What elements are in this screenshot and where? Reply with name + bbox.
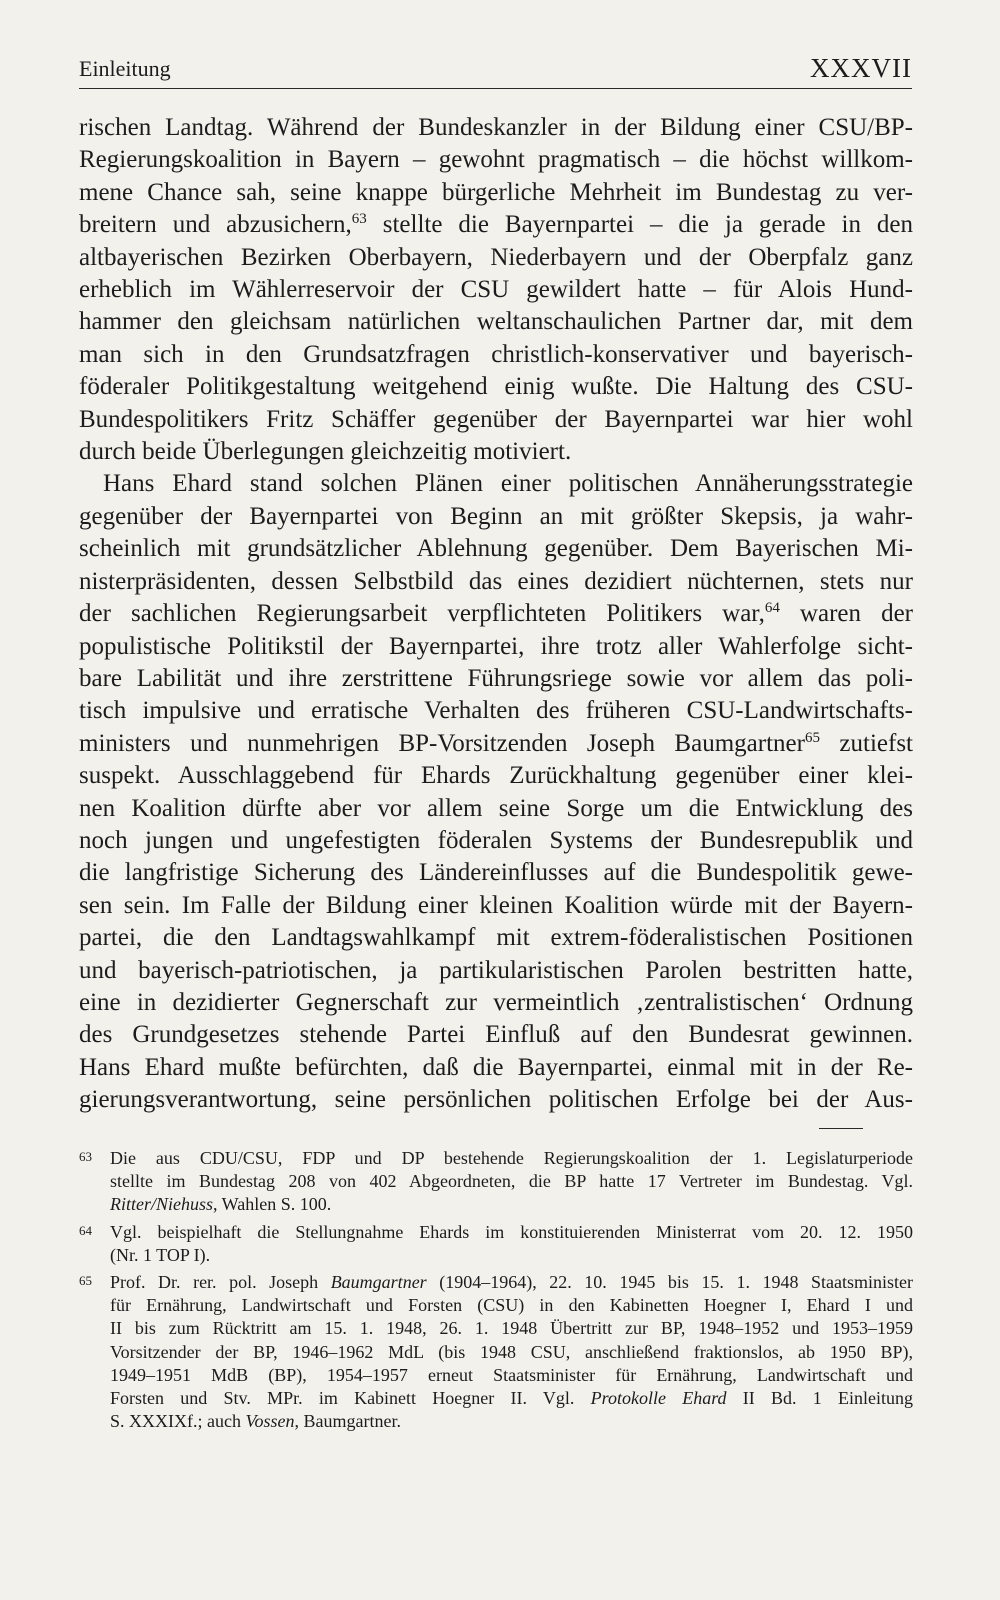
running-head xyxy=(79,44,912,89)
text-segment: , Wahlen S. 100. xyxy=(213,1194,332,1215)
source-title: Protokolle Ehard xyxy=(590,1388,727,1409)
text-line: noch jungen und ungefestigten föderalen Systems der Bundesrepublik und xyxy=(79,826,913,854)
text-line: durch beide Überlegungen gleichzeitig motiviert. xyxy=(79,438,572,466)
text-line: suspekt. Ausschlaggebend für Ehards Zurückhaltung gegenüber einer klei- xyxy=(79,762,913,790)
text-segment: ministers und nunmehrigen BP-Vorsitzenden Joseph Baumgartner xyxy=(79,729,805,757)
person-name: Baumgartner xyxy=(330,1272,427,1293)
text-segment: Forsten und Stv. MPr. im Kabinett Hoegner II. Vgl. xyxy=(110,1388,591,1409)
footnote-line: Die aus CDU/CSU, FDP und DP bestehende Regierungskoalition der 1. Legislaturperiode xyxy=(110,1148,913,1168)
footnote-number: 63 xyxy=(79,1149,92,1164)
footnote-number: 65 xyxy=(79,1273,92,1289)
text-line: die langfristige Sicherung des Ländereinflusses auf die Bundespolitik gewe- xyxy=(79,859,913,887)
text-line: rischen Landtag. Während der Bundeskanzler in der Bildung einer CSU/BP- xyxy=(79,114,913,141)
footnotes xyxy=(79,1147,913,1437)
footnote-line: II bis zum Rücktritt am 15. 1. 1948, 26. 1. 1948 Übertritt zur BP, 1948–1952 und 1953–1959 xyxy=(110,1318,913,1339)
text-segment: zutiefst xyxy=(819,729,913,757)
footnote-line xyxy=(110,1271,913,1294)
text-line: Hans Ehard stand solchen Plänen einer politischen Annäherungsstrategie xyxy=(103,470,913,498)
footnote-line xyxy=(110,1410,913,1433)
text-segment: II Bd. 1 Einleitung xyxy=(726,1388,913,1409)
footnote-line xyxy=(110,1193,913,1216)
text-line xyxy=(79,728,913,760)
main-text xyxy=(79,112,913,1117)
footnote-ref-64: 64 xyxy=(764,600,780,617)
text-line: mene Chance sah, seine knappe bürgerliche Mehrheit im Bundestag zu ver- xyxy=(79,178,913,206)
text-line: sen sein. Im Falle der Bildung einer kleinen Koalition würde mit der Bayern- xyxy=(79,891,913,919)
text-line: gierungsverantwortung, seine persönlichen politischen Erfolge bei der Aus- xyxy=(79,1086,913,1114)
paragraph-2 xyxy=(79,468,913,1116)
text-line: man sich in den Grundsatzfragen christlich-konservativer und bayerisch- xyxy=(79,340,913,368)
author-name: Ritter/Niehuss xyxy=(110,1194,213,1215)
text-line: erheblich im Wählerreservoir der CSU gewildert hatte – für Alois Hund- xyxy=(79,276,913,304)
text-line: Regierungskoalition in Bayern – gewohnt pragmatisch – die höchst willkom- xyxy=(79,146,913,174)
text-segment: (1904–1964), 22. 10. 1945 bis 15. 1. 1948 Staatsminister xyxy=(426,1272,914,1293)
section-title: Einleitung xyxy=(79,56,171,81)
text-line: populistische Politikstil der Bayernpartei, ihre trotz aller Wahlerfolge sicht- xyxy=(79,632,913,660)
footnote-number: 64 xyxy=(79,1222,92,1238)
text-line: hammer den gleichsam natürlichen weltanschaulichen Partner dar, mit dem xyxy=(79,308,913,336)
footnote-ref-65: 65 xyxy=(804,729,820,746)
text-line: föderaler Politikgestaltung weitgehend einig wußte. Die Haltung des CSU- xyxy=(79,373,913,401)
text-line: altbayerischen Bezirken Oberbayern, Niederbayern und der Oberpfalz ganz xyxy=(79,243,913,271)
footnote-line: (Nr. 1 TOP I). xyxy=(110,1244,211,1265)
text-line: bare Labilität und ihre zerstrittene Führungsriege sowie vor allem das poli- xyxy=(79,664,913,692)
text-line: eine in dezidierter Gegnerschaft zur vermeintlich ‚zentralistischen‘ Ordnung xyxy=(79,988,913,1016)
author-name: Vossen xyxy=(245,1411,295,1432)
footnote-line: stellte im Bundestag 208 von 402 Abgeordneten, die BP hatte 17 Vertreter im Bundestag. Vgl. xyxy=(110,1171,913,1192)
page-number: XXXVII xyxy=(810,53,912,83)
footnote-separator xyxy=(819,1128,863,1129)
footnote-65 xyxy=(79,1271,913,1433)
text-line: Bundespolitikers Fritz Schäffer gegenüber der Bayernpartei war hier wohl xyxy=(79,405,913,433)
text-line: und bayerisch-patriotischen, ja partikularistischen Parolen bestritten hatte, xyxy=(79,956,913,984)
footnote-63 xyxy=(79,1147,913,1217)
text-line: nisterpräsidenten, dessen Selbstbild das eines dezidiert nüchternen, stets nur xyxy=(79,567,913,595)
footnote-line xyxy=(110,1387,913,1410)
footnote-line: Vgl. beispielhaft die Stellungnahme Ehards im konstituierenden Ministerrat vom 20. 12. 1950 xyxy=(110,1221,913,1242)
text-segment: breitern und abzusichern, xyxy=(79,211,352,239)
text-segment: waren der xyxy=(779,600,913,628)
paragraph-1 xyxy=(79,112,913,468)
text-line: tisch impulsive und erratische Verhalten des früheren CSU-Landwirtschafts- xyxy=(79,697,913,725)
text-line: scheinlich mit grundsätzlicher Ablehnung gegenüber. Dem Bayerischen Mi- xyxy=(79,535,913,563)
text-line: Hans Ehard mußte befürchten, daß die Bayernpartei, einmal mit in der Re- xyxy=(79,1053,913,1081)
text-line xyxy=(79,209,913,241)
text-segment: der sachlichen Regierungsarbeit verpflichteten Politikers war, xyxy=(79,600,765,628)
footnote-line: Vorsitzender der BP, 1946–1962 MdL (bis 1948 CSU, anschließend fraktionslos, ab 1950 BP), xyxy=(110,1341,913,1362)
text-line: partei, die den Landtagswahlkampf mit extrem-föderalistischen Positionen xyxy=(79,924,913,952)
footnote-line: für Ernährung, Landwirtschaft und Forsten (CSU) in den Kabinetten Hoegner I, Ehard I und xyxy=(110,1295,913,1316)
text-segment: stellte die Bayernpartei – die ja gerade in den xyxy=(366,211,914,239)
text-line: gegenüber der Bayernpartei von Beginn an mit größter Skepsis, ja wahr- xyxy=(79,502,913,530)
text-segment: S. XXXIXf.; auch xyxy=(110,1411,246,1432)
text-segment: , Baumgartner. xyxy=(294,1411,401,1432)
text-segment: Prof. Dr. rer. pol. Joseph xyxy=(110,1272,331,1293)
footnote-64 xyxy=(79,1221,913,1267)
text-line: nen Koalition dürfte aber vor allem seine Sorge um die Entwicklung des xyxy=(79,794,913,822)
footnote-ref-63: 63 xyxy=(351,211,367,228)
text-line xyxy=(79,598,913,630)
footnote-line: 1949–1951 MdB (BP), 1954–1957 erneut Staatsminister für Ernährung, Landwirtschaft und xyxy=(110,1364,913,1385)
text-line: des Grundgesetzes stehende Partei Einfluß auf den Bundesrat gewinnen. xyxy=(79,1021,913,1049)
